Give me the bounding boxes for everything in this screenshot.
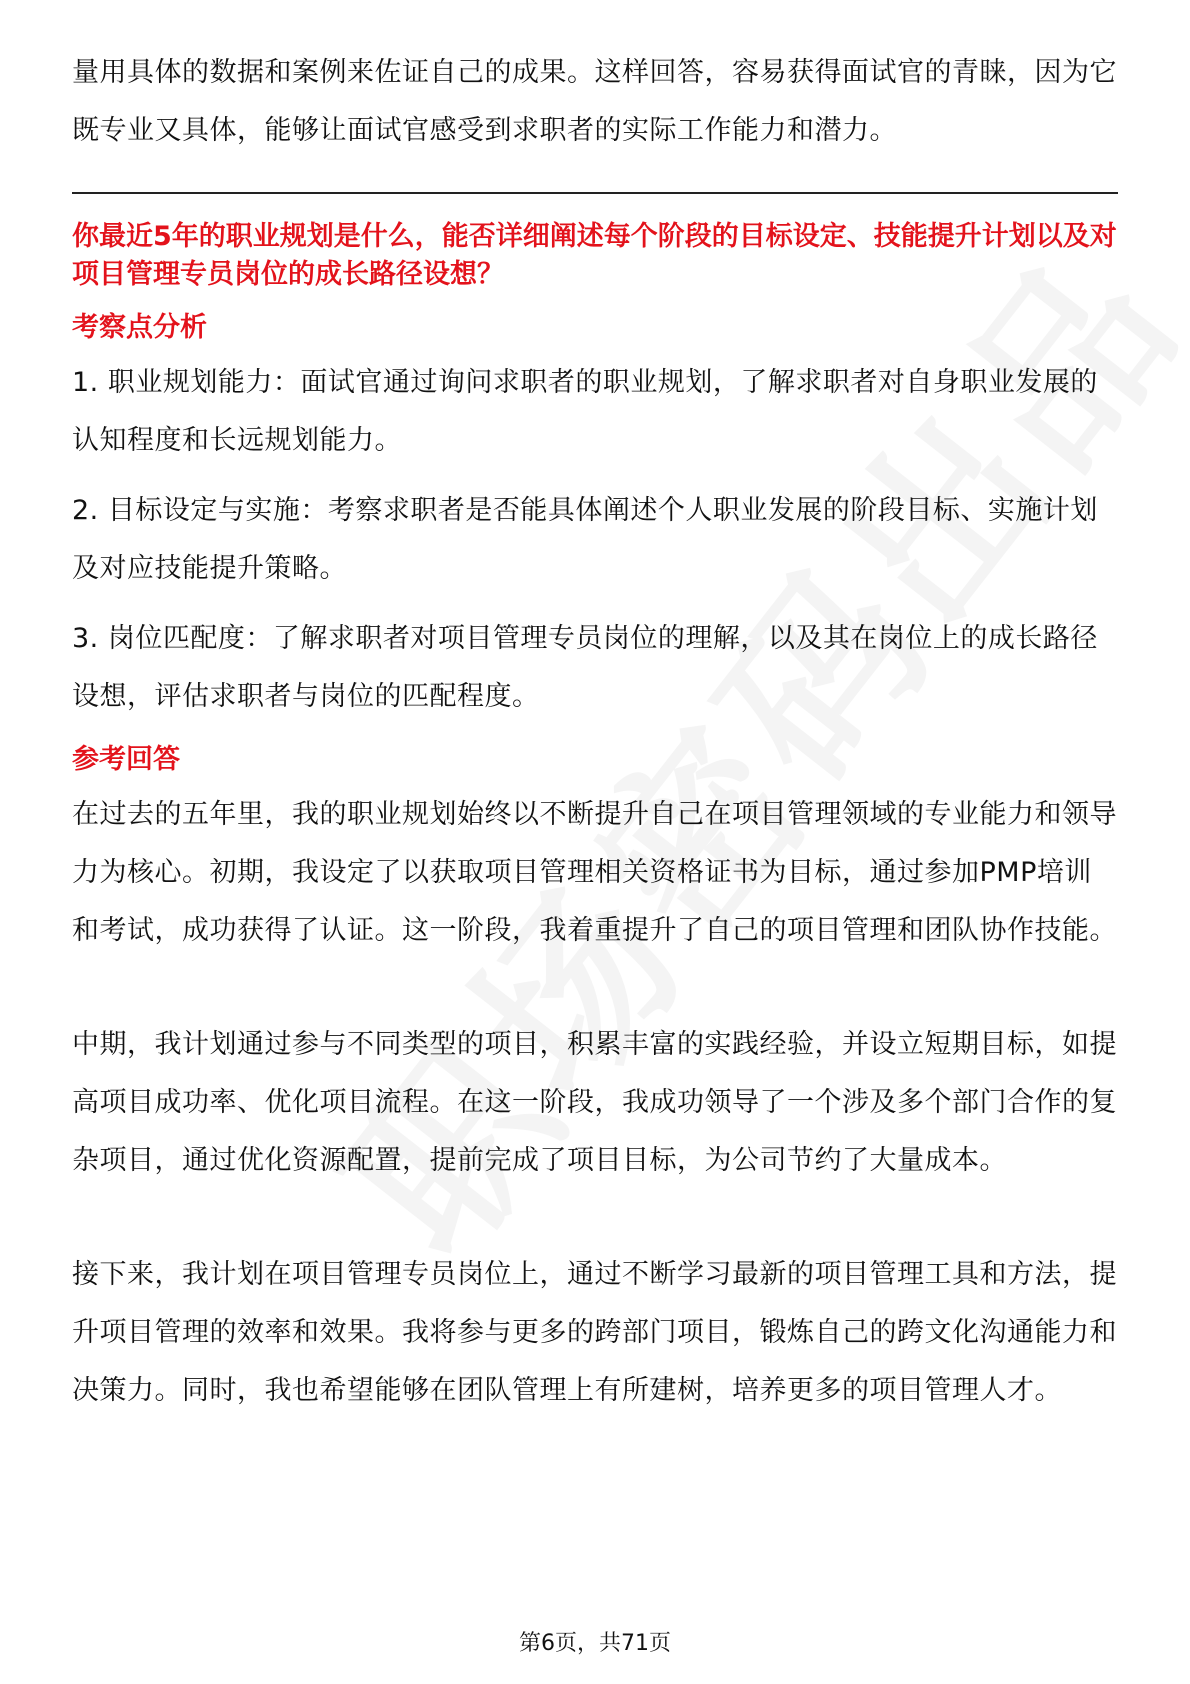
intro-paragraph: 量用具体的数据和案例来佐证自己的成果。这样回答，容易获得面试官的青睐，因为它既专业又具体，能够让面试官感受到求职者的实际工作能力和潜力。 [72, 57, 1117, 146]
page-number: 第6页，共71页 [519, 1631, 671, 1656]
answer-body [72, 786, 1118, 1420]
analysis-item: 3. 岗位匹配度：了解求职者对项目管理专员岗位的理解，以及其在岗位上的成长路径设想，评估求职者与岗位的匹配程度。 [72, 623, 1098, 712]
answer-paragraph: 在过去的五年里，我的职业规划始终以不断提升自己在项目管理领域的专业能力和领导力为核心。初期，我设定了以获取项目管理相关资格证书为目标，通过参加PMP培训和考试，成功获得了认证。这一阶段，我着重提升了自己的项目管理和团队协作技能。 [72, 799, 1117, 946]
analysis-item: 2. 目标设定与实施：考察求职者是否能具体阐述个人职业发展的阶段目标、实施计划及对应技能提升策略。 [72, 495, 1098, 584]
answer-paragraph: 接下来，我计划在项目管理专员岗位上，通过不断学习最新的项目管理工具和方法，提升项目管理的效率和效果。我将参与更多的跨部门项目，锻炼自己的跨文化沟通能力和决策力。同时，我也希望能够在团队管理上有所建树，培养更多的项目管理人才。 [72, 1259, 1117, 1406]
analysis-list [72, 354, 1118, 726]
interview-question: 你最近5年的职业规划是什么，能否详细阐述每个阶段的目标设定、技能提升计划以及对项目管理专员岗位的成长路径设想？ [72, 221, 1117, 290]
analysis-item: 1. 职业规划能力：面试官通过询问求职者的职业规划，了解求职者对自身职业发展的认知程度和长远规划能力。 [72, 367, 1098, 456]
answer-heading: 参考回答 [72, 744, 180, 775]
section-divider [72, 192, 1118, 194]
document-page [72, 44, 1118, 1420]
answer-paragraph: 中期，我计划通过参与不同类型的项目，积累丰富的实践经验，并设立短期目标，如提高项目成功率、优化项目流程。在这一阶段，我成功领导了一个涉及多个部门合作的复杂项目，通过优化资源配置，提前完成了项目目标，为公司节约了大量成本。 [72, 1029, 1117, 1176]
analysis-heading: 考察点分析 [72, 312, 207, 343]
